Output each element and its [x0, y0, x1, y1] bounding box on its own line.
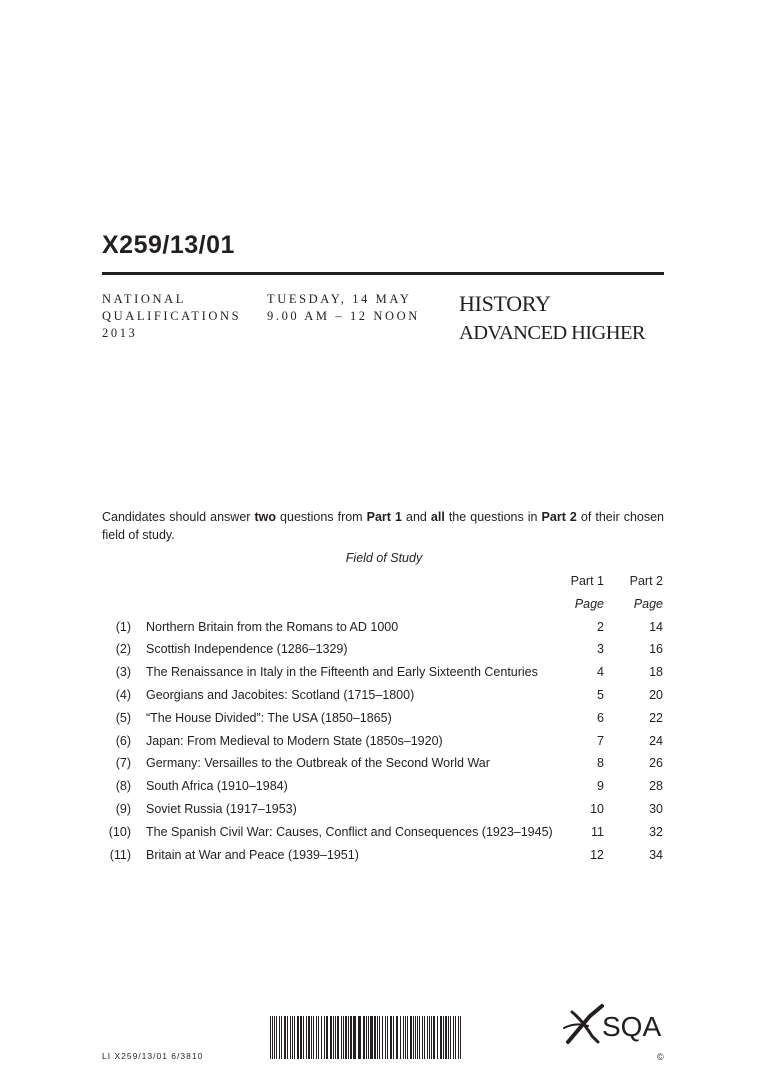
- row-part2-page: 24: [649, 734, 663, 748]
- barcode-bar: [297, 1016, 299, 1059]
- table-row: [0, 642, 768, 664]
- barcode-bar: [284, 1016, 286, 1059]
- barcode-bar: [400, 1016, 401, 1059]
- barcode-bar: [366, 1016, 367, 1059]
- barcode-bar: [427, 1016, 428, 1059]
- part2-page-header: Page: [633, 597, 663, 611]
- row-number: (1): [115, 620, 131, 634]
- barcode-bar: [294, 1016, 295, 1059]
- barcode-bar: [440, 1016, 442, 1059]
- barcode-bar: [387, 1016, 388, 1059]
- barcode-bar: [345, 1016, 347, 1059]
- table-row: [0, 620, 768, 642]
- instructions-text: questions from: [276, 510, 367, 524]
- barcode-bar: [343, 1016, 344, 1059]
- barcode-bar: [348, 1016, 349, 1059]
- barcode-bar: [368, 1016, 369, 1059]
- barcode-bar: [300, 1016, 302, 1059]
- row-part1-page: 8: [597, 756, 604, 770]
- row-number: (7): [115, 756, 131, 770]
- header-rule: [102, 272, 664, 275]
- qualification-line: NATIONAL: [102, 292, 186, 306]
- barcode-bar: [341, 1016, 342, 1059]
- row-number: (3): [115, 665, 131, 679]
- exam-date: TUESDAY, 14 MAY: [267, 292, 412, 306]
- barcode-bar: [415, 1016, 416, 1059]
- barcode-bar: [316, 1016, 317, 1059]
- row-part2-page: 28: [649, 779, 663, 793]
- row-title: South Africa (1910–1984): [146, 779, 288, 793]
- row-part2-page: 22: [649, 711, 663, 725]
- part1-page-header: Page: [574, 597, 604, 611]
- barcode-bar: [448, 1016, 449, 1059]
- barcode-bar: [335, 1016, 336, 1059]
- qualification-block: [102, 291, 241, 342]
- barcode-bar: [279, 1016, 280, 1059]
- row-title: Georgians and Jacobites: Scotland (1715–1800): [146, 688, 415, 702]
- footer-code: LI X259/13/01 6/3810: [102, 1051, 204, 1061]
- table-row: [0, 734, 768, 756]
- barcode-bar: [455, 1016, 456, 1059]
- row-part1-page: 3: [597, 642, 604, 656]
- barcode-bar: [403, 1016, 404, 1059]
- table-row: [0, 848, 768, 870]
- barcode-bar: [390, 1016, 392, 1059]
- table-caption: Field of Study: [345, 551, 423, 565]
- table-row: [0, 756, 768, 778]
- exam-time: 9.00 AM – 12 NOON: [267, 309, 420, 323]
- sqa-logo: [562, 1002, 666, 1046]
- barcode-bar: [379, 1016, 380, 1059]
- barcode-bar: [424, 1016, 425, 1059]
- row-part1-page: 10: [590, 802, 604, 816]
- row-number: (5): [115, 711, 131, 725]
- row-part1-page: 9: [597, 779, 604, 793]
- table-row: [0, 779, 768, 801]
- barcode-bar: [292, 1016, 293, 1059]
- paper-code: X259/13/01: [102, 231, 235, 259]
- row-part1-page: 11: [591, 825, 604, 839]
- barcode-bar: [370, 1016, 373, 1059]
- table-row: [0, 825, 768, 847]
- barcode-bar: [318, 1016, 319, 1059]
- row-number: (2): [115, 642, 131, 656]
- row-number: (6): [115, 734, 131, 748]
- qualification-line: 2013: [102, 326, 138, 340]
- barcode-bar: [413, 1016, 414, 1059]
- row-title: The Spanish Civil War: Causes, Conflict and Consequences (1923–1945): [146, 825, 553, 839]
- copyright-symbol: ©: [657, 1052, 664, 1062]
- row-number: (4): [115, 688, 131, 702]
- row-part2-page: 20: [649, 688, 663, 702]
- barcode-bar: [396, 1016, 398, 1059]
- barcode-bar: [437, 1016, 438, 1059]
- row-part1-page: 2: [597, 620, 604, 634]
- barcode-bar: [450, 1016, 451, 1059]
- instructions-text: Candidates should answer: [102, 510, 255, 524]
- table-row: [0, 665, 768, 687]
- barcode-bar: [350, 1016, 352, 1059]
- row-number: (8): [115, 779, 131, 793]
- barcode-bar: [313, 1016, 314, 1059]
- barcode-bar: [308, 1016, 310, 1059]
- barcode-bar: [330, 1016, 332, 1059]
- row-part2-page: 34: [649, 848, 663, 862]
- row-title: Britain at War and Peace (1939–1951): [146, 848, 359, 862]
- subject-block: [459, 290, 645, 348]
- sqa-cross-icon: [564, 1006, 602, 1042]
- row-number: (9): [115, 802, 131, 816]
- qualification-line: QUALIFICATIONS: [102, 309, 242, 323]
- barcode-bar: [321, 1016, 322, 1059]
- instructions-text: and: [401, 510, 431, 524]
- row-part2-page: 14: [649, 620, 663, 634]
- row-title: Japan: From Medieval to Modern State (1850s–1920): [146, 734, 443, 748]
- barcode-bar: [374, 1016, 376, 1059]
- barcode-bar: [419, 1016, 420, 1059]
- barcode-bar: [393, 1016, 394, 1059]
- instructions-emphasis: Part 2: [541, 510, 577, 524]
- row-part2-page: 16: [649, 642, 663, 656]
- subject-title: HISTORY: [459, 291, 551, 316]
- barcode: [270, 1016, 463, 1059]
- table-row: [0, 802, 768, 824]
- barcode-bar: [358, 1016, 361, 1059]
- barcode-bar: [458, 1016, 459, 1059]
- row-title: Scottish Independence (1286–1329): [146, 642, 348, 656]
- row-part1-page: 6: [597, 711, 604, 725]
- sqa-logo-text: SQA: [602, 1011, 662, 1042]
- row-title: “The House Divided”: The USA (1850–1865): [146, 711, 392, 725]
- barcode-bar: [460, 1016, 461, 1059]
- barcode-bar: [324, 1016, 325, 1059]
- barcode-bar: [410, 1016, 412, 1059]
- instructions-emphasis: two: [254, 510, 277, 524]
- barcode-bar: [276, 1016, 277, 1059]
- barcode-bar: [407, 1016, 408, 1059]
- row-part2-page: 30: [649, 802, 663, 816]
- barcode-bar: [326, 1016, 328, 1059]
- row-part1-page: 5: [597, 688, 604, 702]
- instructions-text: of their chosen field of study.: [102, 510, 665, 542]
- barcode-bar: [385, 1016, 386, 1059]
- barcode-bar: [306, 1016, 307, 1059]
- row-part2-page: 26: [649, 756, 663, 770]
- barcode-bar: [337, 1016, 339, 1059]
- barcode-bar: [333, 1016, 334, 1059]
- row-title: Soviet Russia (1917–1953): [146, 802, 297, 816]
- row-part2-page: 18: [649, 665, 663, 679]
- table-row: [0, 711, 768, 733]
- barcode-bar: [433, 1016, 435, 1059]
- barcode-bar: [453, 1016, 454, 1059]
- barcode-bar: [422, 1016, 423, 1059]
- barcode-bar: [443, 1016, 444, 1059]
- barcode-bar: [274, 1016, 275, 1059]
- row-number: (11): [109, 848, 131, 862]
- barcode-bar: [377, 1016, 378, 1059]
- barcode-bar: [445, 1016, 447, 1059]
- instructions-emphasis: all: [430, 510, 445, 524]
- instructions-emphasis: Part 1: [366, 510, 402, 524]
- row-part1-page: 4: [597, 665, 604, 679]
- barcode-bar: [287, 1016, 288, 1059]
- row-title: Northern Britain from the Romans to AD 1000: [146, 620, 399, 634]
- instructions-text: the questions in: [444, 510, 542, 524]
- row-part2-page: 32: [649, 825, 663, 839]
- barcode-bar: [405, 1016, 406, 1059]
- date-block: [267, 291, 420, 325]
- row-part1-page: 12: [590, 848, 604, 862]
- instructions: [102, 508, 664, 544]
- barcode-bar: [429, 1016, 430, 1059]
- row-number: (10): [108, 825, 131, 839]
- barcode-bar: [353, 1016, 356, 1059]
- barcode-bar: [417, 1016, 418, 1059]
- table-row: [0, 688, 768, 710]
- part1-header: Part 1: [570, 574, 604, 588]
- barcode-bar: [290, 1016, 291, 1059]
- subject-level: ADVANCED HIGHER: [459, 322, 645, 344]
- barcode-bar: [303, 1016, 304, 1059]
- barcode-bar: [311, 1016, 312, 1059]
- barcode-bar: [382, 1016, 383, 1059]
- part2-header: Part 2: [629, 574, 663, 588]
- barcode-bar: [281, 1016, 282, 1059]
- barcode-bar: [363, 1016, 365, 1059]
- row-title: Germany: Versailles to the Outbreak of the Second World War: [146, 756, 490, 770]
- row-title: The Renaissance in Italy in the Fifteenth and Early Sixteenth Centuries: [146, 665, 538, 679]
- barcode-bar: [272, 1016, 273, 1059]
- barcode-bar: [431, 1016, 432, 1059]
- row-part1-page: 7: [597, 734, 604, 748]
- barcode-bar: [270, 1016, 271, 1059]
